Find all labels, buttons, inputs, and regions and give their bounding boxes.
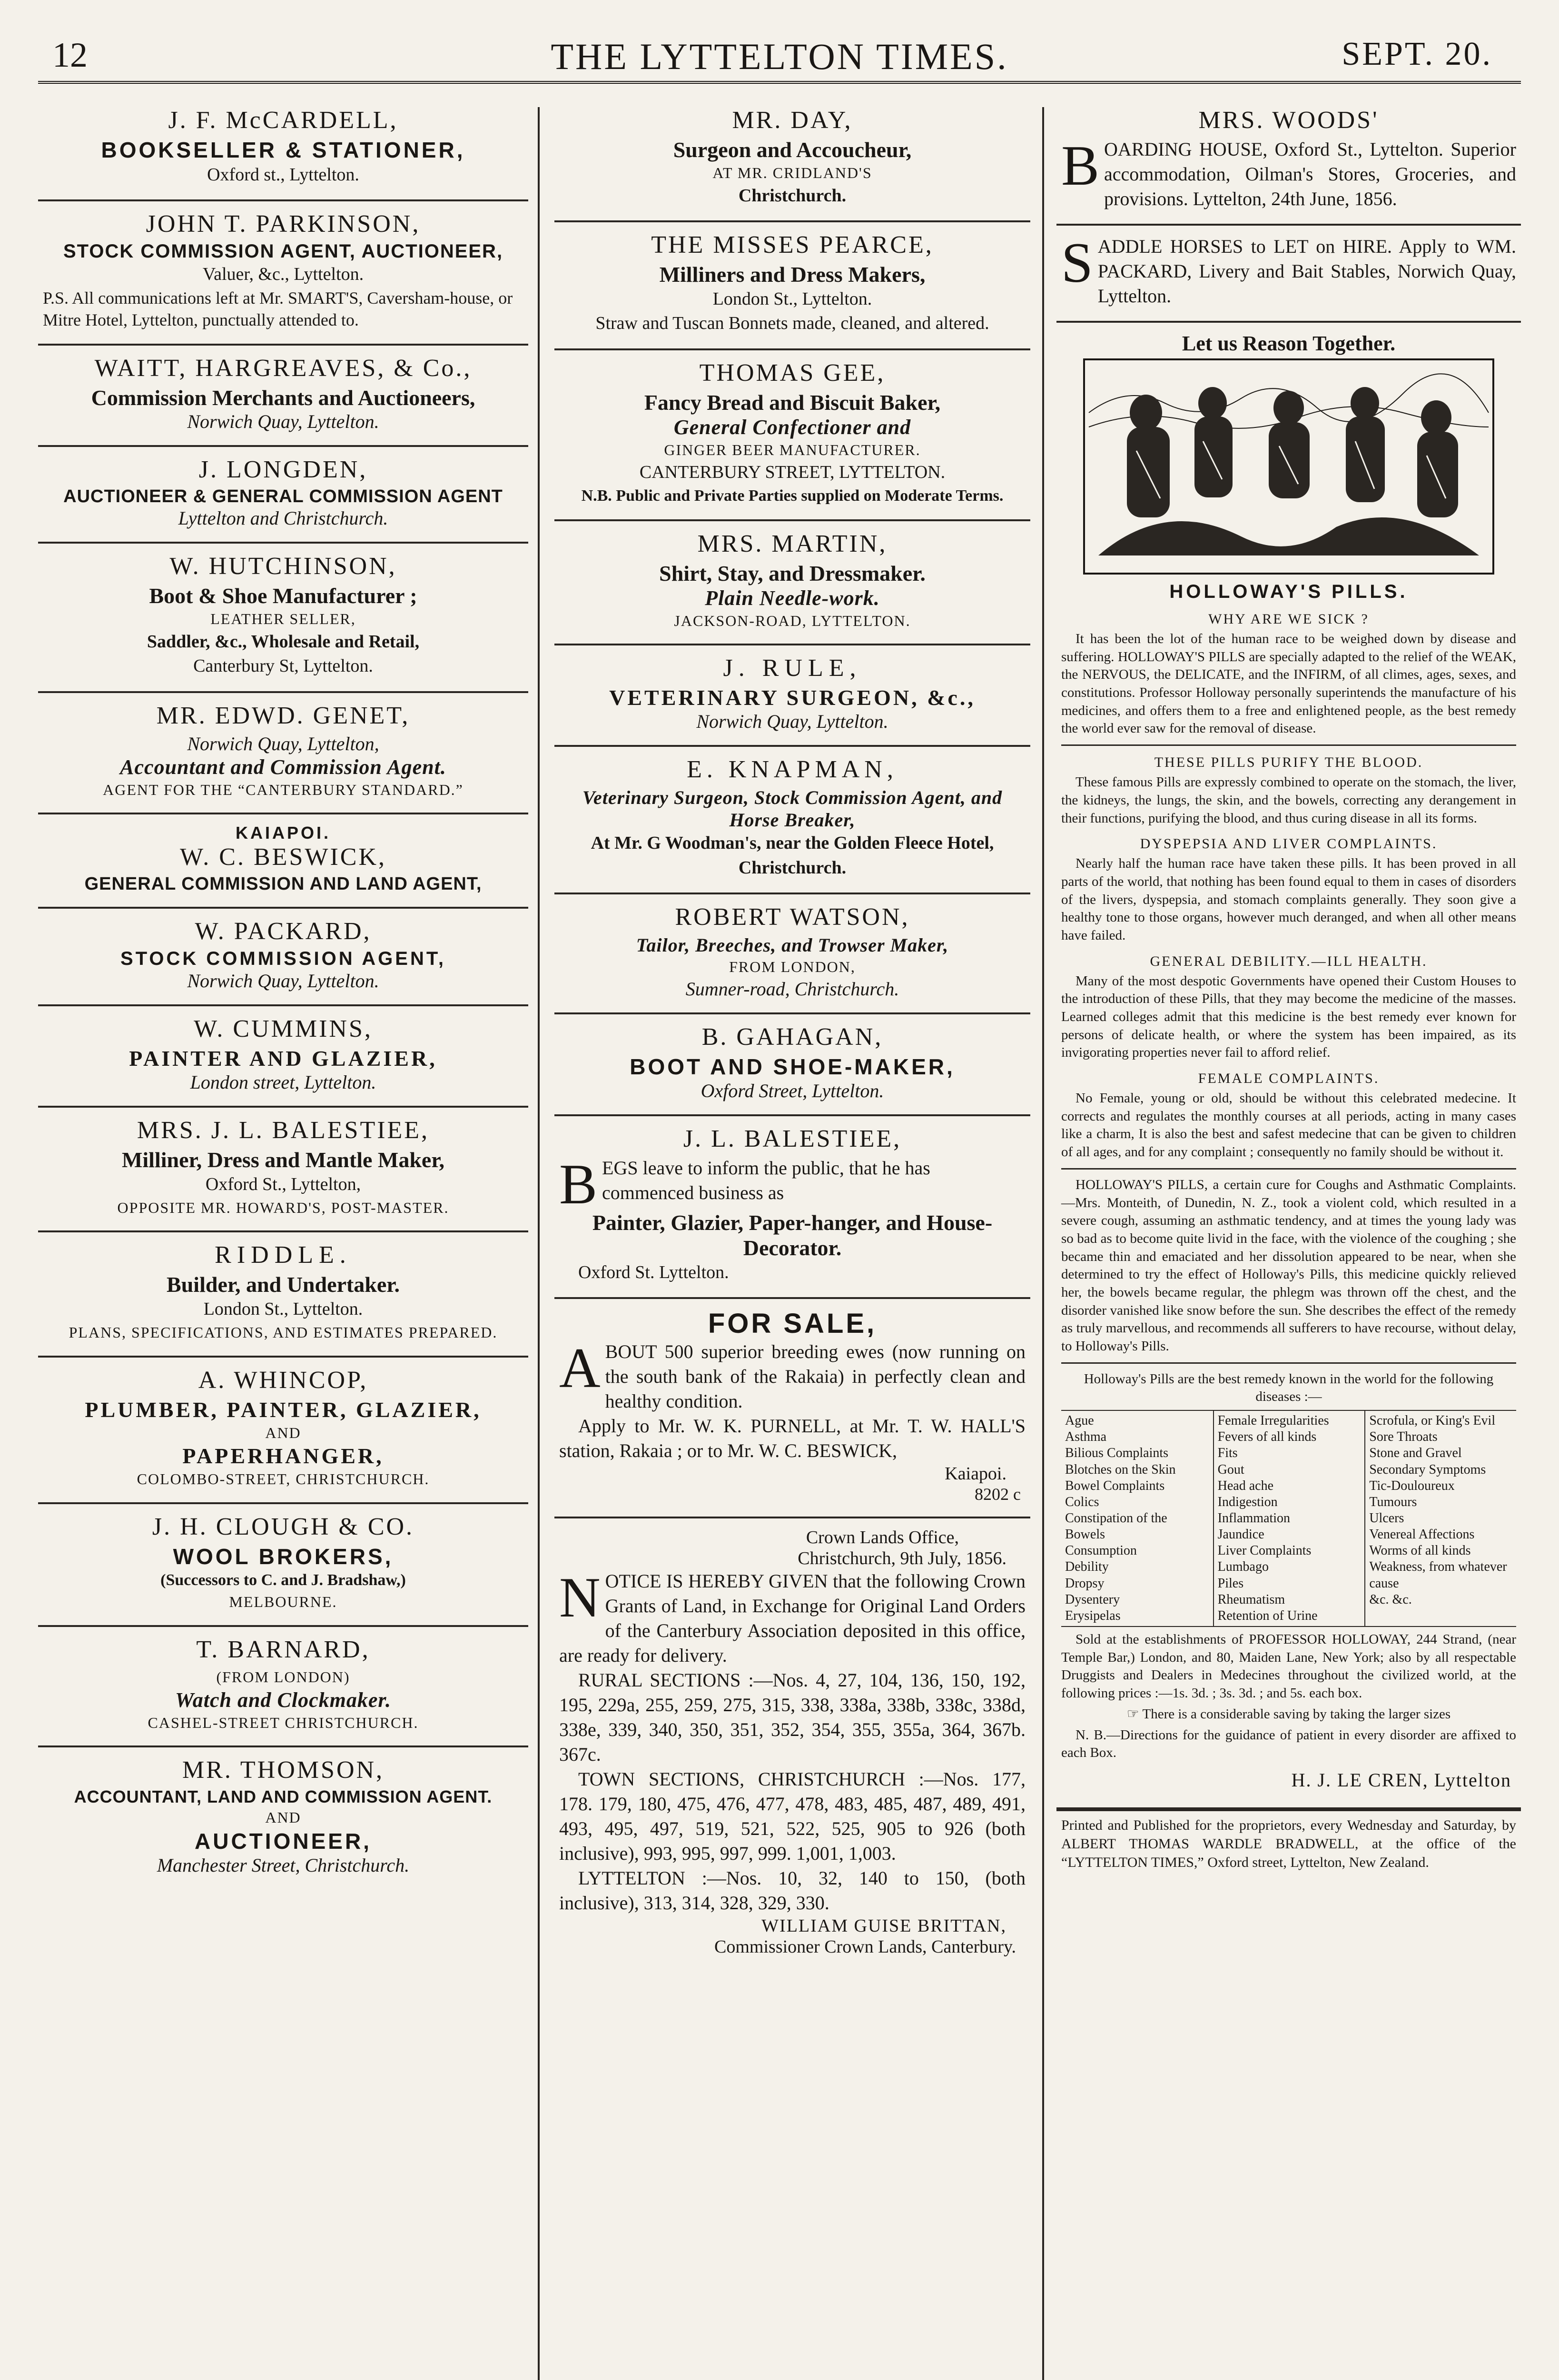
ad-place: KAIAPOI.	[235, 823, 331, 843]
list-item: Jaundice	[1217, 1527, 1264, 1542]
ailments-col-1	[1061, 1411, 1213, 1626]
section-text: No Female, young or old, should be without this celebrated medecine. It corrects and regulates the monthly courses at all periods, acting in many cases like a charm, It is also the best and safest medecine that can be given to children of all ages, and for any complaint ; consequently no family should be without it.	[1061, 1091, 1516, 1160]
ad-trade: Boot & Shoe Manufacturer ;	[149, 584, 417, 608]
list-item: Worms of all kinds	[1369, 1543, 1471, 1558]
columns	[38, 98, 1521, 2380]
ad-trade: STOCK COMMISSION AGENT, AUCTIONEER,	[63, 241, 503, 262]
ad-note: N.B. Public and Private Parties supplied on Moderate Terms.	[581, 486, 1004, 505]
ad-address: MELBOURNE.	[229, 1593, 337, 1611]
ad-trade: Builder, and Undertaker.	[167, 1272, 400, 1297]
ad-address: Manchester Street, Christchurch.	[157, 1854, 410, 1876]
saving-note: ☞ There is a considerable saving by taking the larger sizes	[1126, 1706, 1451, 1722]
notice-body: NOTICE IS HEREBY GIVEN that the following Crown Grants of Land, in Exchange for Original Land Orders of the Canterbury Association deposited in this office, are ready for delivery.	[559, 1566, 1026, 1666]
list-item: Tic-Douloureux	[1369, 1478, 1455, 1493]
ad-name: J. F. McCARDELL,	[168, 107, 398, 134]
ad-origin: FROM LONDON,	[729, 958, 856, 976]
ad-body: BOARDING HOUSE, Oxford St., Lyttelton. Superior accommodation, Oilman's Stores, Groceries, and provisions. Lyttelton, 24th June, 1856.	[1061, 134, 1516, 209]
ad-balestiee-painter	[554, 1116, 1030, 1299]
ad-address: Canterbury St, Lyttelton.	[193, 656, 373, 676]
list-item: Secondary Symptoms	[1369, 1462, 1486, 1477]
ad-trade: BOOT AND SHOE-MAKER,	[630, 1054, 955, 1079]
section-title: FEMALE COMPLAINTS.	[1198, 1071, 1380, 1087]
ad-detail: (Successors to C. and J. Bradshaw,)	[160, 1571, 406, 1589]
list-item: Sore Throats	[1369, 1429, 1438, 1445]
ad-name: MR. DAY,	[732, 107, 853, 134]
sold-at: Sold at the establishments of PROFESSOR HOLLOWAY, 244 Strand, (near Temple Bar,) London, and 80, Maiden Lane, New York; also by all respectable Druggists and Dealers in Medecines throughout the civilized world, at the following prices :—1s. 3d. ; 3s. 3d. ; and 5s. each box.	[1061, 1632, 1516, 1701]
ad-address: CANTERBURY STREET, LYTTELTON.	[639, 462, 946, 483]
ad-martin	[554, 521, 1030, 646]
ad-name: A. WHINCOP,	[198, 1366, 368, 1394]
divider	[1061, 1362, 1516, 1364]
ad-saddle-horses	[1056, 226, 1521, 323]
ad-address: Norwich Quay, Lyttelton.	[187, 970, 379, 992]
column-2	[554, 98, 1030, 2380]
nb-note: N. B.—Directions for the guidance of patient in every disorder are affixed to each Box.	[1061, 1727, 1516, 1761]
section-title: WHY ARE WE SICK ?	[1208, 611, 1369, 627]
ad-trade: Milliner, Dress and Mantle Maker,	[121, 1148, 445, 1172]
ad-body: BEGS leave to inform the public, that he has commenced business as	[559, 1152, 930, 1216]
notice-signer: WILLIAM GUISE BRITTAN,	[761, 1916, 1006, 1936]
ad-packard	[38, 909, 528, 1006]
ad-note: PLANS, SPECIFICATIONS, AND ESTIMATES PREPARED.	[69, 1323, 498, 1341]
section-title: THESE PILLS PURIFY THE BLOOD.	[1154, 754, 1423, 771]
ad-gee	[554, 350, 1030, 521]
ad-genet	[38, 693, 528, 815]
ad-trade: PLUMBER, PAINTER, GLAZIER,	[85, 1397, 482, 1422]
notice-rural: RURAL SECTIONS :—Nos. 4, 27, 104, 136, 150, 192, 195, 229a, 255, 259, 275, 315, 338, 338a, 338b, 338c, 338d, 338e, 339, 340, 350, 351, 352, 354, 355, 355a, 364, 367b. 367c.	[559, 1669, 1026, 1765]
list-item: Bilious Complaints	[1065, 1446, 1169, 1461]
list-item: Gout	[1217, 1462, 1244, 1477]
list-item: Liver Complaints	[1217, 1543, 1312, 1558]
section-text: Nearly half the human race have taken these pills. It has been proved in all parts of the world, that nothing has been found equal to them in cases of disorders of the livers, dyspepsia, and stomach complaints generally. They soon give a healthy tone to those organs, however much deranged, and when all other means have failed.	[1061, 856, 1516, 943]
list-item: Debility	[1065, 1559, 1109, 1575]
ad-name: RIDDLE.	[215, 1241, 352, 1269]
ad-address: Valuer, &c., Lyttelton.	[202, 264, 364, 285]
list-item: Consumption	[1065, 1543, 1137, 1558]
ad-day	[554, 98, 1030, 222]
list-item: Inflammation	[1217, 1511, 1291, 1526]
ad-address: At Mr. G Woodman's, near the Golden Fleece Hotel, Christchurch.	[591, 833, 994, 878]
ad-clough	[38, 1504, 528, 1627]
ad-name: ROBERT WATSON,	[675, 903, 910, 931]
ad-note: AGENT FOR THE “CANTERBURY STANDARD.”	[103, 781, 464, 798]
ad-balestiee-milliner	[38, 1108, 528, 1232]
list-intro: Holloway's Pills are the best remedy known in the world for the following diseases :—	[1084, 1371, 1494, 1405]
drop-cap: B	[559, 1152, 598, 1216]
ad-and: AND	[265, 1809, 301, 1826]
ad-ref: 8202 c	[975, 1485, 1021, 1504]
ad-name: W. HUTCHINSON,	[169, 553, 397, 580]
list-item: Fits	[1217, 1446, 1238, 1461]
ad-watson	[554, 894, 1030, 1014]
ad-name: J. RULE,	[723, 654, 862, 682]
ad-heading: Let us Reason Together.	[1182, 332, 1396, 355]
ad-woods	[1056, 98, 1521, 226]
section-title: DYSPEPSIA AND LIVER COMPLAINTS.	[1140, 836, 1438, 852]
ad-trade: Watch and Clockmaker.	[175, 1688, 392, 1712]
ad-address: JACKSON-ROAD, LYTTELTON.	[674, 612, 911, 629]
drop-cap: S	[1061, 231, 1093, 294]
list-item: Retention of Urine	[1217, 1608, 1318, 1623]
ad-address: Oxford st., Lyttelton.	[207, 165, 359, 185]
ad-barnard	[38, 1627, 528, 1748]
divider	[1061, 744, 1516, 746]
ad-holloways-pills	[1056, 323, 1521, 1809]
column-rule	[538, 107, 540, 2380]
testimonial: HOLLOWAY'S PILLS, a certain cure for Coughs and Asthmatic Complaints.—Mrs. Monteith, of Dunedin, N. Z., took a violent cold, which resulted in a severe cough, assuming an asthmatic tendency, and at times the young lady was so bad as to become quite livid in the face, with the violence of the coughing ; she became thin and emaciated and her dissolution appeared to be near, when she determined to try the effect of Holloway's Pills, this medicine quickly relieved her, the bowels became regular, the phlegm was thrown off the chest, and the disorder vanished like snow before the sun. She describes the effect of the remedy as truly marvellous, and recommends all sufferers to have recourse, without delay, to Holloway's Pills.	[1061, 1177, 1516, 1354]
ad-rule	[554, 645, 1030, 747]
ad-whincop	[38, 1358, 528, 1505]
list-item: Colics	[1065, 1494, 1099, 1509]
ad-name: J. L. BALESTIEE,	[683, 1125, 902, 1152]
ad-riddle	[38, 1232, 528, 1357]
ad-name: J. LONGDEN,	[198, 456, 368, 484]
page-number: 12	[52, 36, 88, 75]
list-item: Indigestion	[1217, 1494, 1278, 1509]
column-rule	[1042, 107, 1044, 2380]
ad-trade: WOOL BROKERS,	[173, 1544, 394, 1569]
ad-for-sale	[554, 1299, 1030, 1518]
ad-note: OPPOSITE MR. HOWARD'S, POST-MASTER.	[117, 1199, 449, 1216]
ad-name: THE MISSES PEARCE,	[651, 231, 934, 259]
list-item: Scrofula, or King's Evil	[1369, 1413, 1496, 1428]
notice-town: TOWN SECTIONS, CHRISTCHURCH :—Nos. 177, 178. 179, 180, 475, 476, 477, 478, 483, 485, 487, 489, 491, 493, 495, 497, 519, 521, 522, 525, 905 to 926 (both inclusive), 993, 995, 997, 999. 1,001, 1,003.	[559, 1768, 1026, 1864]
ailments-col-3	[1364, 1411, 1516, 1626]
ad-address: COLOMBO-STREET, CHRISTCHURCH.	[137, 1470, 430, 1488]
ad-name: JOHN T. PARKINSON,	[146, 210, 421, 238]
ad-address: Lyttelton and Christchurch.	[178, 507, 388, 529]
ad-knapman	[554, 747, 1030, 894]
issue-date: SEPT. 20.	[1342, 36, 1492, 72]
ad-origin: (FROM LONDON)	[216, 1668, 350, 1686]
column-3	[1056, 98, 1521, 2380]
ad-note: AT MR. CRIDLAND'S	[712, 164, 872, 181]
column-1	[38, 98, 528, 2380]
notice-lyttelton: LYTTELTON :—Nos. 10, 32, 140 to 150, (both inclusive), 313, 314, 328, 329, 330.	[559, 1867, 1026, 1914]
ad-trade-2: PAPERHANGER,	[182, 1444, 384, 1468]
ad-detail: Saddler, &c., Wholesale and Retail,	[147, 631, 420, 652]
list-item: Female Irregularities	[1217, 1413, 1329, 1428]
ad-address: Oxford Street, Lyttelton.	[701, 1080, 884, 1101]
ad-longden	[38, 447, 528, 544]
drop-cap: B	[1061, 134, 1100, 197]
ad-address: Oxford St., Lyttelton,	[205, 1174, 361, 1195]
ad-trade: Fancy Bread and Biscuit Baker,	[644, 390, 941, 415]
ad-pearce	[554, 222, 1030, 350]
list-item: Erysipelas	[1065, 1608, 1121, 1623]
ad-name: W. C. BESWICK,	[180, 843, 386, 871]
ad-trade: PAINTER AND GLAZIER,	[129, 1046, 437, 1071]
list-item: &c. &c.	[1369, 1592, 1412, 1607]
ad-parkinson	[38, 201, 528, 346]
list-item: Ague	[1065, 1413, 1094, 1428]
list-item: Venereal Affections	[1369, 1527, 1475, 1542]
ad-address: London St., Lyttelton.	[712, 289, 872, 309]
section-text: Many of the most despotic Governments have opened their Custom Houses to the introduction of these Pills, that they may become the medicine of the masses. Learned colleges admit that this medicine is the best remedy ever known for persons of delicate health, or where the system has been impaired, as its invigorating properties never fail to afford relief.	[1061, 973, 1516, 1061]
ad-trade: GENERAL COMMISSION AND LAND AGENT,	[84, 874, 482, 894]
list-item: Bowel Complaints	[1065, 1478, 1165, 1493]
ad-name: MRS. J. L. BALESTIEE,	[137, 1117, 430, 1144]
ad-address: London St., Lyttelton.	[203, 1299, 363, 1319]
ad-subtrade: LEATHER SELLER,	[210, 610, 356, 628]
ad-trade-2: AUCTIONEER,	[195, 1829, 372, 1854]
ad-trade: Tailor, Breeches, and Trowser Maker,	[636, 934, 949, 956]
section-text: It has been the lot of the human race to be weighed down by disease and suffering. HOLLOWAY'S PILLS are specially adapted to the relief of the WEAK, the NERVOUS, the DELICATE, and the INFIRM, of all climes, ages, sexes, and constitutions. Professor Holloway personally superintends the manufacture of his medicines, and offers them to a free and enlightened people, as the best remedy the world ever saw for the removal of disease.	[1061, 631, 1516, 736]
ad-body: ABOUT 500 superior breeding ewes (now running on the south bank of the Rakaia) in perfectly clean and healthy condition.	[559, 1336, 1026, 1412]
ad-mccardell	[38, 98, 528, 201]
section-title: GENERAL DEBILITY.—ILL HEALTH.	[1150, 953, 1428, 969]
notice-office: Crown Lands Office,	[806, 1527, 959, 1548]
list-item: Dysentery	[1065, 1592, 1120, 1607]
drop-cap: N	[559, 1566, 601, 1629]
ad-body: SADDLE HORSES to LET on HIRE. Apply to WM. PACKARD, Livery and Bait Stables, Norwich Quay, Lyttelton.	[1061, 231, 1516, 307]
divider	[1061, 1168, 1516, 1170]
ad-name: J. H. CLOUGH & CO.	[152, 1513, 414, 1541]
engraving-illustration	[1070, 356, 1508, 579]
ad-trade: Commission Merchants and Auctioneers,	[91, 386, 475, 410]
ad-subtrade: GINGER BEER MANUFACTURER.	[664, 441, 921, 458]
ad-trade: Milliners and Dress Makers,	[659, 262, 926, 287]
ad-trade: Painter, Glazier, Paper-hanger, and House-Decorator.	[592, 1210, 993, 1260]
ad-gahagan	[554, 1014, 1030, 1116]
masthead	[38, 29, 1521, 84]
ad-trade: Surgeon and Accoucheur,	[673, 138, 912, 162]
ad-address: Norwich Quay, Lyttelton.	[696, 711, 888, 733]
list-item: Constipation of the Bowels	[1065, 1511, 1167, 1542]
notice-crown-lands	[554, 1518, 1030, 1970]
printer-imprint: Printed and Published for the proprietors, every Wednesday and Saturday, by ALBERT THOMAS WARDLE BRADWELL, at the office of the “LYTTELTON TIMES,” Oxford street, Lyttelton, New Zealand.	[1056, 1809, 1521, 1872]
notice-date: Christchurch, 9th July, 1856.	[798, 1548, 1006, 1569]
ad-trade: Shirt, Stay, and Dressmaker.	[659, 561, 926, 585]
ad-title: FOR SALE,	[708, 1308, 877, 1339]
ad-trade-2: Plain Needle-work.	[705, 586, 880, 610]
ad-address: Christchurch.	[738, 185, 847, 206]
list-item: Ulcers	[1369, 1511, 1404, 1526]
ad-name: T. BARNARD,	[196, 1636, 370, 1663]
list-item: Head ache	[1217, 1478, 1274, 1493]
list-item: Dropsy	[1065, 1576, 1105, 1591]
ad-hutchinson	[38, 544, 528, 693]
ad-trade: ACCOUNTANT, LAND AND COMMISSION AGENT.	[74, 1787, 493, 1807]
ad-address: CASHEL-STREET CHRISTCHURCH.	[148, 1714, 419, 1731]
list-item: Piles	[1217, 1576, 1244, 1591]
ad-trade: Veterinary Surgeon, Stock Commission Agent, and Horse Breaker,	[582, 787, 1003, 831]
ad-and: AND	[265, 1424, 301, 1441]
list-item: Stone and Gravel	[1369, 1446, 1462, 1461]
ad-trade: BOOKSELLER & STATIONER,	[101, 138, 465, 162]
ad-note: Straw and Tuscan Bonnets made, cleaned, and altered.	[595, 313, 989, 334]
ad-address: London street, Lyttelton.	[190, 1071, 376, 1093]
list-item: Lumbago	[1217, 1559, 1269, 1575]
ad-name: WAITT, HARGREAVES, & Co.,	[94, 355, 472, 382]
ad-name: MRS. MARTIN,	[697, 530, 888, 557]
ailments-col-2	[1213, 1411, 1365, 1626]
ad-trade: STOCK COMMISSION AGENT,	[120, 948, 446, 970]
ad-note: P.S. All communications left at Mr. SMART'S, Caversham-house, or Mitre Hotel, Lyttelton, punctually attended to.	[43, 288, 513, 330]
ad-trade: VETERINARY SURGEON, &c.,	[609, 685, 976, 710]
drop-cap: A	[559, 1336, 601, 1400]
ad-trade-2: General Confectioner and	[673, 415, 911, 439]
ad-name: W. CUMMINS,	[194, 1015, 373, 1043]
ailments-table	[1061, 1410, 1516, 1627]
ad-name: THOMAS GEE,	[699, 359, 886, 387]
ad-trade: Accountant and Commission Agent.	[120, 755, 446, 779]
pointing-hand-icon: ☞	[1126, 1706, 1143, 1722]
ad-address: Oxford St. Lyttelton.	[578, 1262, 729, 1282]
ad-trade: AUCTIONEER & GENERAL COMMISSION AGENT	[63, 486, 503, 507]
agent-signature: H. J. LE CREN, Lyttelton	[1291, 1769, 1511, 1791]
ad-address: Norwich Quay, Lyttelton,	[187, 733, 379, 754]
ad-beswick	[38, 814, 528, 909]
ad-name: MR. THOMSON,	[182, 1756, 385, 1784]
ad-name: MRS. WOODS'	[1198, 107, 1379, 134]
ad-caption: HOLLOWAY'S PILLS.	[1169, 581, 1408, 602]
ad-name: E. KNAPMAN,	[687, 756, 898, 783]
ad-address: Sumner-road, Christchurch.	[685, 978, 899, 1000]
ad-waitt-hargreaves	[38, 346, 528, 447]
section-text: These famous Pills are expressly combined to operate on the stomach, the liver, the kidneys, the lungs, the skin, and the bowels, correcting any derangement in their functions, purifying the blood, and thus curing disease in all its forms.	[1061, 774, 1516, 826]
ad-name: MR. EDWD. GENET,	[156, 702, 410, 729]
notice-role: Commissioner Crown Lands, Canterbury.	[714, 1937, 1016, 1957]
newspaper-title: THE LYTTELTON TIMES.	[551, 36, 1008, 77]
list-item: Rheumatism	[1217, 1592, 1285, 1607]
ad-apply: Apply to Mr. W. K. PURNELL, at Mr. T. W. HALL'S station, Rakaia ; or to Mr. W. C. BESWICK,	[559, 1415, 1026, 1462]
list-item: Asthma	[1065, 1429, 1107, 1445]
ad-address: Norwich Quay, Lyttelton.	[187, 411, 379, 433]
list-item: Tumours	[1369, 1494, 1417, 1509]
list-item: Weakness, from whatever cause	[1369, 1559, 1507, 1591]
list-item: Fevers of all kinds	[1217, 1429, 1317, 1445]
ad-thomson	[38, 1747, 528, 1889]
ad-cummins	[38, 1006, 528, 1108]
list-item: Blotches on the Skin	[1065, 1462, 1176, 1477]
ad-place: Kaiapoi.	[945, 1464, 1006, 1484]
ad-name: B. GAHAGAN,	[701, 1023, 883, 1051]
ad-name: W. PACKARD,	[195, 918, 372, 945]
